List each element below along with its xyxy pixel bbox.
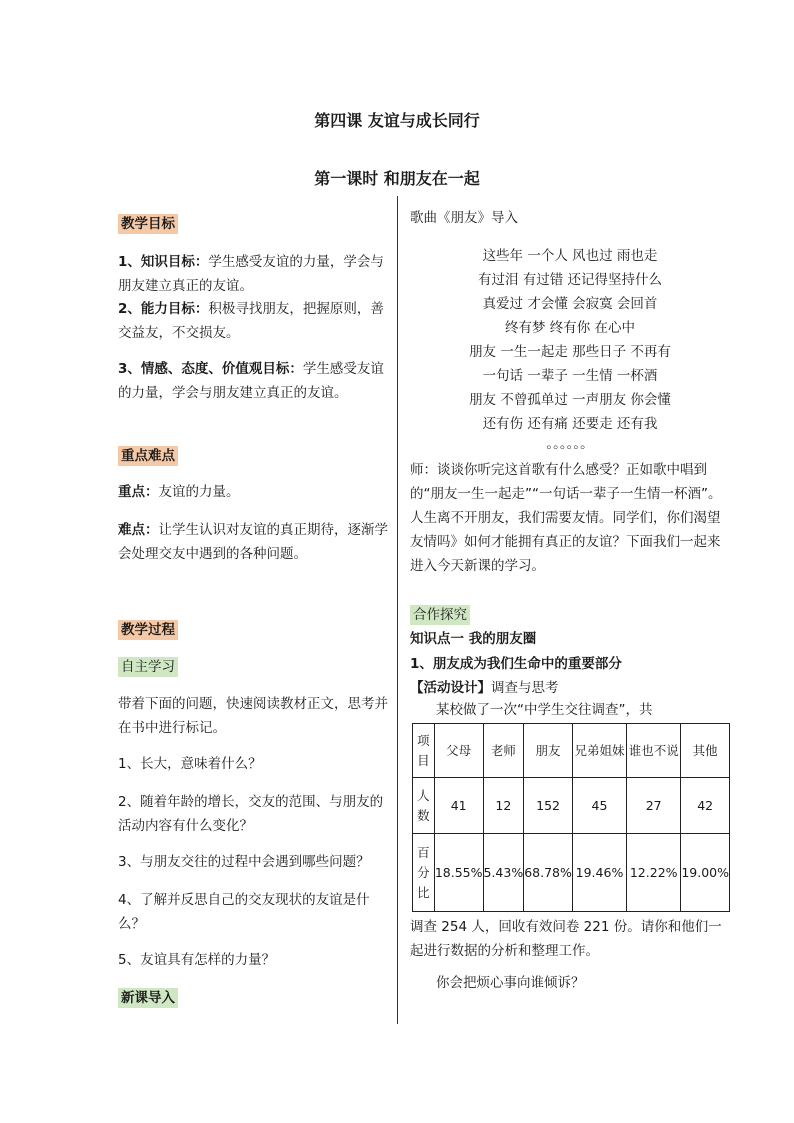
question-1: 1、长大，意味着什么？ [118,756,262,772]
table-cell: 5.43% [483,834,524,912]
lyric-line: 有过泪 有过错 还记得坚持什么 [477,272,663,288]
table-cell: 12.22% [627,834,681,912]
goals-heading [118,212,388,236]
table-header-cell: 老师 [483,724,524,778]
lyric-line: 朋友 一生一起走 那些日子 不再有 [469,344,671,360]
teacher-text: 师：谈谈你听完这首歌有什么感受？正如歌中唱到的“朋友一生一起走”“一句话一辈子一生情一杯酒”。人生离不开朋友，我们需要友情。同学们，你们渴望友情吗》如何才能拥有真正的友谊？下面我们一起来进入今天新课的学习。 [410,462,722,574]
closing-question: 你会把烦心事向谁倾诉？ [436,975,585,991]
difficulty-label: 难点： [118,522,159,538]
goal-knowledge-label: 1、知识目标： [118,254,209,270]
key-heading [118,444,388,468]
key-point [118,480,388,504]
question-4: 4、了解并反思自己的交友现状的友谊是什么？ [118,892,370,932]
question-3: 3、与朋友交往的过程中会遇到哪些问题？ [118,854,370,870]
survey-table [412,723,730,912]
goal-knowledge-text: 学生感受友谊的力量，学会与朋友建立真正的友谊。 [118,254,384,294]
survey-intro: 某校做了一次“中学生交往调查”，共 [436,702,653,718]
table-row [413,834,730,912]
activity-text: 调查与思考 [491,680,559,696]
activity-design [410,676,730,700]
sub-heading-text: 1、朋友成为我们生命中的重要部分 [410,656,622,672]
table-header-cell: 谁也不说 [627,724,681,778]
new-lesson-heading [118,986,388,1010]
table-row [413,724,730,778]
coop-label: 合作探究 [410,605,470,625]
lyric-line: 还有伤 还有痛 还要走 还有我 [482,416,658,432]
process-heading [118,618,388,642]
table-header-cell: 其他 [681,724,730,778]
lyric-line: 真爱过 才会懂 会寂寞 会回首 [482,296,658,312]
question-2: 2、随着年龄的增长，交友的范围、与朋友的活动内容有什么变化？ [118,794,384,834]
table-cell: 45 [572,778,626,834]
goal-ability-text: 积极寻找朋友，把握原则，善交益友，不交损友。 [118,301,384,341]
process-heading-label: 教学过程 [118,620,178,640]
table-row-label: 人数 [413,778,435,834]
table-row-label: 百分比 [413,834,435,912]
table-header-cell: 兄弟姐妹 [572,724,626,778]
goals-heading-label: 教学目标 [118,214,178,234]
table-cell: 41 [434,778,483,834]
goal-knowledge [118,250,388,298]
table-cell: 18.55% [434,834,483,912]
table-header-cell: 朋友 [524,724,573,778]
question-5: 5、友谊具有怎样的力量？ [118,952,276,968]
new-lesson-label: 新课导入 [118,988,178,1008]
coop-heading [410,603,730,627]
table-cell: 12 [483,778,524,834]
table-cell: 19.46% [572,834,626,912]
difficulty-point [118,518,388,566]
goal-emotion-label: 3、情感、态度、价值观目标： [118,361,303,377]
goal-ability-label: 2、能力目标： [118,301,209,317]
table-cell: 27 [627,778,681,834]
table-header-cell: 父母 [434,724,483,778]
goal-emotion-text: 学生感受友谊的力量，学会与朋友建立真正的友谊。 [118,361,384,401]
song-intro: 歌曲《朋友》导入 [410,210,518,226]
song-lyrics [410,244,730,452]
key-heading-label: 重点难点 [118,446,178,466]
key-point-text: 友谊的力量。 [158,484,240,500]
table-cell: 68.78% [524,834,573,912]
lyric-line: 这些年 一个人 风也过 雨也走 [482,248,658,264]
activity-label: 【活动设计】 [410,680,491,696]
table-cell: 152 [524,778,573,834]
table-cell: 19.00% [681,834,730,912]
self-study-heading [118,655,388,679]
key-point-label: 重点： [118,484,159,500]
table-cell: 42 [681,778,730,834]
period-title: 第一课时 和朋友在一起 [314,169,480,188]
sub-heading [410,652,730,676]
lyric-line: 朋友 不曾孤单过 一声朋友 你会懂 [469,392,671,408]
survey-outro: 调查 254 人，回收有效问卷 221 份。请你和他们一起进行数据的分析和整理工作。 [410,919,722,959]
self-study-intro: 带着下面的问题，快速阅读教材正文，思考并在书中进行标记。 [118,696,388,736]
table-header-cell: 项目 [413,724,435,778]
column-divider [397,196,398,1024]
lesson-title: 第四课 友谊与成长同行 [314,111,480,130]
goal-emotion [118,357,388,405]
difficulty-text: 让学生认识对友谊的真正期待，逐渐学会处理交友中遇到的各种问题。 [118,522,388,562]
self-study-label: 自主学习 [118,657,178,677]
goal-ability [118,297,388,345]
knowledge-point-one: 知识点一 我的朋友圈 [410,631,537,647]
table-row [413,778,730,834]
lyric-line: 终有梦 终有你 在心中 [504,320,636,336]
lyric-ellipsis: 。。。。。。 [546,436,594,452]
lyric-line: 一句话 一辈子 一生情 一杯酒 [482,368,658,384]
